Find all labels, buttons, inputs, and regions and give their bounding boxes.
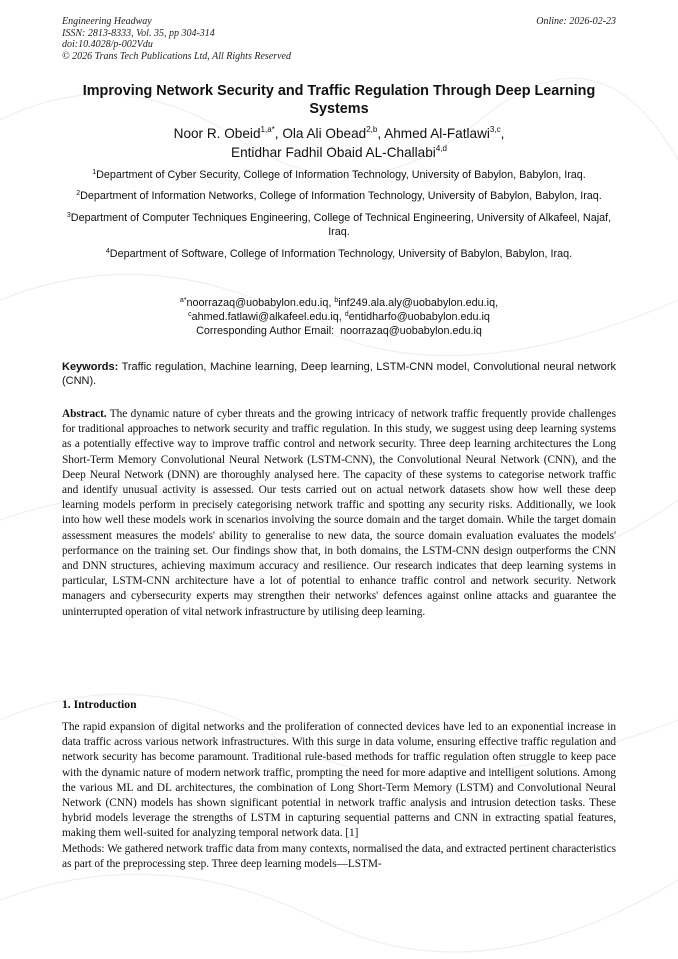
corresponding-label: Corresponding Author Email: [196, 325, 335, 338]
abstract-label: Abstract. [62, 408, 107, 420]
paragraph: Methods: We gathered network traffic data from many contexts, normalised the data, and extracted pertinent characteristics as part of the preprocessing step. Three deep learning models—LSTM- [62, 842, 616, 870]
abstract [62, 407, 616, 620]
email-link[interactable]: entidharfo@uobabylon.edu.iq [348, 311, 490, 324]
keywords-text: Traffic regulation, Machine learning, Deep learning, LSTM-CNN model, Convolutional neural network (CNN). [62, 361, 616, 388]
introduction-body [62, 720, 616, 872]
copyright-line: © 2026 Trans Tech Publications Ltd, All Rights Reserved [62, 50, 291, 62]
author-sup: 4,d [435, 143, 447, 153]
author-sup: 2,b [366, 125, 378, 134]
affiliation: $^2$Department of Information Networks, College of Information Technology, University of Babylon, Babylon, Iraq. [76, 190, 602, 203]
affiliation: $^1$Department of Cyber Security, College of Information Technology, University of Babylon, Babylon, Iraq. [92, 169, 586, 181]
affiliation: $^4$Department of Software, College of Information Technology, University of Babylon, Babylon, Iraq. [105, 247, 573, 260]
affiliation-list [62, 168, 616, 268]
author-sup: 1,a* [260, 125, 275, 134]
email-link[interactable]: noorrazaq@uobabylon.edu.iq, [186, 297, 332, 309]
author-list: Noor R. Obeid$^{1,a*}$, Ola Ali Obead$^{2,b}$, Ahmed Al-Fatlawi$^{3,c}$, Entidhar Fadhil Obaid AL-Challabi$^{4,d}$ [173, 125, 505, 160]
author-emails: $^{a*}$noorrazaq@uobabylon.edu.iq, $^b$inf249.ala.aly@uobabylon.edu.iq, $^c$ahmed.fatlawi@alkafeel.edu.iq, $^d$entidharfo@uobabylon.edu.iq Corresponding Author Email: noorrazaq@uobabylon.edu.iq [179, 297, 499, 338]
email-link[interactable]: ahmed.fatlawi@alkafeel.edu.iq, [191, 311, 342, 324]
author-name: Ahmed Al-Fatlawi [384, 126, 490, 141]
author-name: Entidhar Fadhil Obaid AL-Challabi [231, 144, 436, 160]
abstract-text: The dynamic nature of cyber threats and the growing intricacy of network traffic frequently provide challenges for traditional approaches to network security and traffic regulation. In this study, we suggest using deep learning systems as a potentially effective way to improve traffic control and network security. Three deep learning architectures the Long Short-Term Memory Convolutional Neural Network (LSTM-CNN), the Convolutional Neural Network (CNN), and the Deep Neural Network (DNN) are thoroughly analysed here. The capacity of these systems to categorise network traffic and identify unusual activity is assessed. Our tests carried out on actual network datasets show how well these deep learning models perform in precisely categorising network traffic and spotting any security risks. Additionally, we look into how well these models work in scenarios involving the source domain and the target domain. While the target domain assessment measures the models' ability to generalise to new data, the source domain evaluation evaluates the models' performance on the training set. Our findings show that, in both domains, the LSTM-CNN design outperforms the CNN and DNN structures, achieving maximum accuracy and resilience. Our research indicates that deep learning systems in particular, LSTM-CNN architecture have a lot of potential to enhance traffic control and network security. Network managers and cybersecurity experts may strengthen their networks' defences against online attacks and guarantee the uninterrupted operation of vital network infrastructure by utilising deep learning. [62, 408, 616, 618]
corresponding-email[interactable]: noorrazaq@uobabylon.edu.iq [340, 325, 482, 338]
author-name: Noor R. Obeid [173, 126, 261, 141]
issn-line: ISSN: 2813-8333, Vol. 35, pp 304-314 [62, 27, 215, 39]
section-heading-introduction: 1. Introduction [62, 698, 137, 711]
doi-line: doi:10.4028/p-002Vdu [62, 39, 153, 51]
online-date: Online: 2026-02-23 [536, 16, 616, 27]
author-name: Ola Ali Obead [282, 126, 367, 141]
paper-title: Improving Network Security and Traffic Regulation Through Deep Learning Systems [82, 83, 596, 117]
email-link[interactable]: inf249.ala.aly@uobabylon.edu.iq, [338, 297, 499, 309]
journal-header [62, 16, 616, 62]
affiliation: $^3$Department of Computer Techniques Engineering, College of Technical Engineering, University of Alkafeel, Najaf, Iraq. [66, 211, 612, 239]
paragraph: The rapid expansion of digital networks and the proliferation of connected devices have led to an exponential increase in data traffic across various network infrastructures. With this surge in data volume, ensuring effective traffic regulation and network security has become paramount. Traditional rule-based methods for traffic regulation often struggle to keep pace with the dynamic nature of modern network traffic, prompting the need for more adaptive and intelligent solutions. Among the various ML and DL architectures, the combination of Long Short-Term Memory (LSTM) and Convolutional Neural Network (CNN) models has shown significant potential in network traffic analysis and intrusion detection tasks. These hybrid models leverage the strengths of LSTM in capturing sequential patterns and CNN in extracting spatial features, making them well-suited for analyzing temporal network data. [1] [62, 721, 616, 840]
author-sup: 3,c [489, 125, 501, 134]
journal-name: Engineering Headway [62, 16, 152, 27]
keywords-label: Keywords: [62, 361, 119, 373]
keywords [62, 360, 616, 389]
